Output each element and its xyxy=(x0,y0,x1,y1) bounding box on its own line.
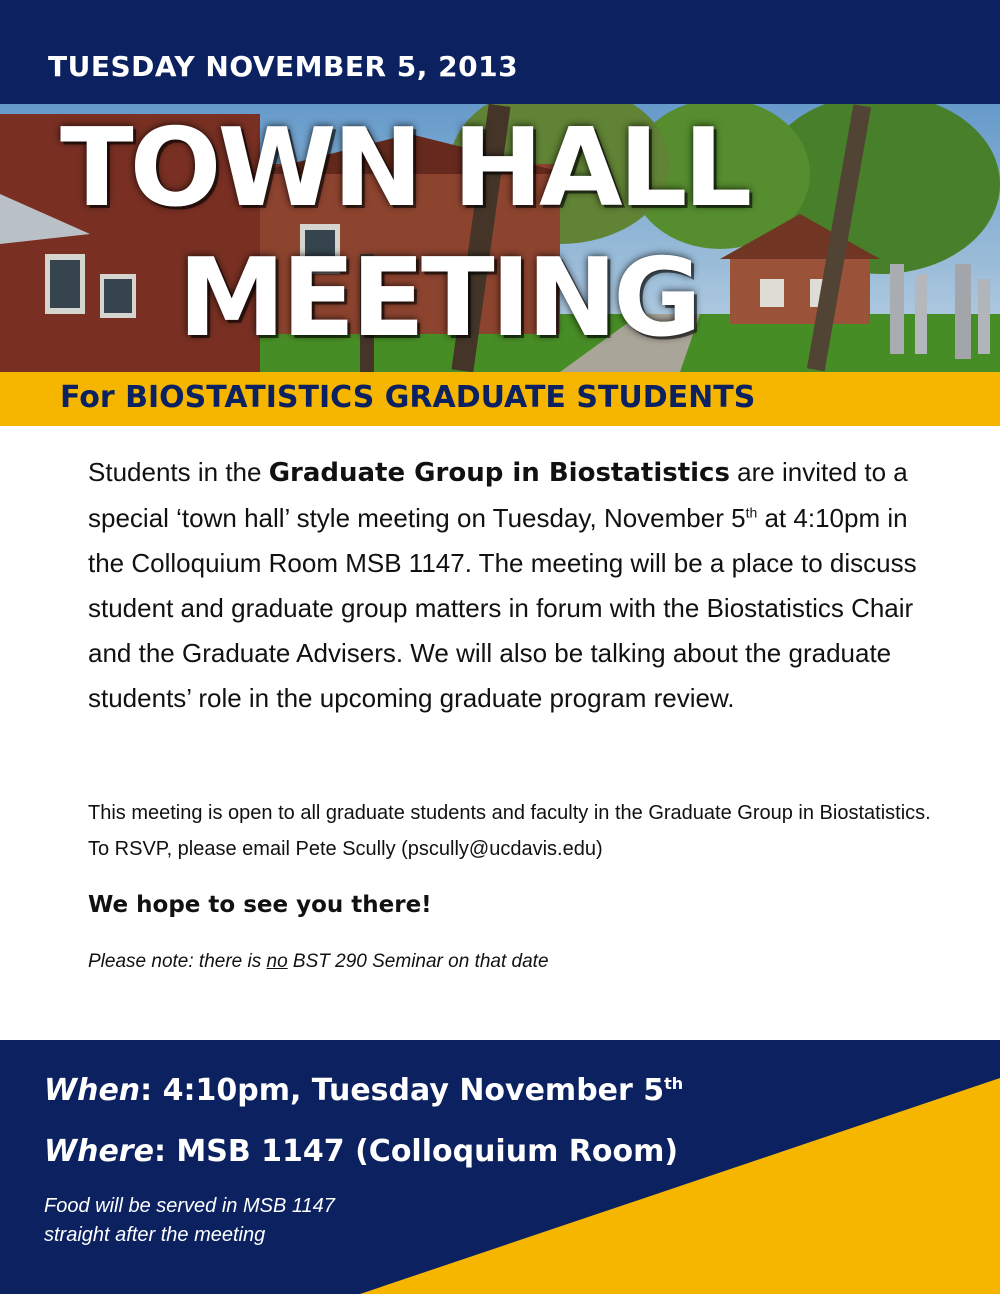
subtitle: For BIOSTATISTICS GRADUATE STUDENTS xyxy=(60,380,756,415)
when-line xyxy=(44,1073,683,1108)
intro-paragraph xyxy=(88,450,938,721)
closing-line: We hope to see you there! xyxy=(88,892,432,918)
seminar-note xyxy=(88,951,549,973)
where-line xyxy=(44,1134,678,1169)
when-ordinal: th xyxy=(664,1074,684,1093)
intro-text-end: at 4:10pm in the Colloquium Room MSB 1147. The meeting will be a place to discuss student and graduate group matters in forum with the Biostatistics Chair and the Graduate Advisers. We will also be talking about the graduate students’ role in the upcoming graduate program review. xyxy=(88,503,917,713)
date-ordinal: th xyxy=(745,504,758,521)
event-date: TUESDAY NOVEMBER 5, 2013 xyxy=(48,50,519,83)
title-line-meeting: MEETING xyxy=(178,236,698,361)
seminar-note-start: Please note: there is xyxy=(88,951,267,972)
when-label: When xyxy=(44,1073,141,1108)
intro-text-mid: are invited to a special ‘town hall’ style meeting on Tuesday, November 5 xyxy=(88,457,908,533)
food-note xyxy=(44,1192,464,1250)
food-note-line1: Food will be served in MSB 1147 xyxy=(44,1195,335,1217)
where-label: Where xyxy=(44,1134,154,1169)
title-line-town-hall: TOWN HALL xyxy=(60,106,749,231)
where-value: : MSB 1147 (Colloquium Room) xyxy=(153,1134,679,1169)
seminar-note-emphasis: no xyxy=(266,951,288,972)
when-value: : 4:10pm, Tuesday November 5 xyxy=(140,1073,665,1108)
rsvp-paragraph: This meeting is open to all graduate students and faculty in the Graduate Group in Biostatistics. To RSVP, please email Pete Scully (pscully@ucdavis.edu) xyxy=(88,802,931,860)
hero-title xyxy=(0,104,1000,372)
group-name: Graduate Group in Biostatistics xyxy=(268,458,730,488)
food-note-line2: straight after the meeting xyxy=(44,1224,266,1246)
intro-text-start: Students in the xyxy=(88,457,269,487)
seminar-note-end: BST 290 Seminar on that date xyxy=(287,951,549,972)
